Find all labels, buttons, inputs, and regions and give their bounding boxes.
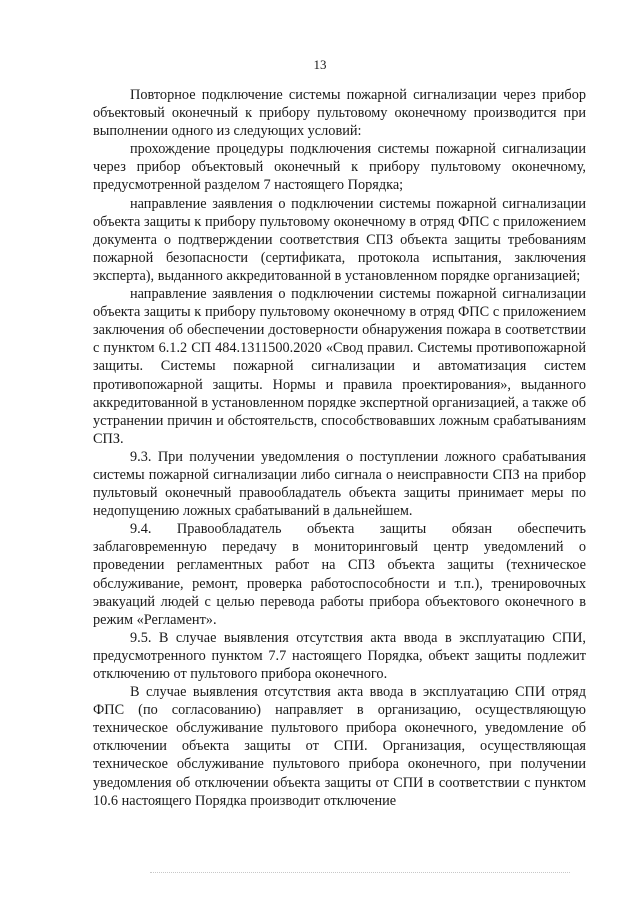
paragraph-reconnection-conditions: Повторное подключение системы пожарной сигнализации через прибор объектовый оконечный к прибору пультовому оконечному производится при выполнении одного из следующих условий:: [93, 87, 586, 140]
paragraph-9-3: 9.3. При получении уведомления о поступлении ложного срабатывания системы пожарной сигнализации либо сигнала о неисправности СПЗ на прибор пультовый оконечный правообладатель объекта защиты принимает меры по недопущению ложных срабатываний в дальнейшем.: [93, 448, 586, 520]
document-body: [93, 86, 586, 810]
paragraph-9-5: 9.5. В случае выявления отсутствия акта ввода в эксплуатацию СПИ, предусмотренного пунктом 7.7 настоящего Порядка, объект защиты подлежит отключению от пультового прибора оконечного.: [93, 629, 586, 682]
paragraph-condition-expert-conclusion: направление заявления о подключении системы пожарной сигнализации объекта защиты к прибору пультовому оконечному в отряд ФПС с приложением заключения об обеспечении достоверности обнаружения пожара в соответствии с пунктом 6.1.2 СП 484.1311500.2020 «Свод правил. Системы противопожарной защиты. Системы пожарной сигнализации и автоматизация систем противопожарной защиты. Нормы и правила проектирования», выданного аккредитованной в установленном порядке экспертной организацией, а также об устранении причин и обстоятельств, способствовавших ложным срабатываниям СПЗ.: [93, 286, 587, 447]
paragraph-condition-certificate: направление заявления о подключении системы пожарной сигнализации объекта защиты к прибору пультовому оконечному в отряд ФПС с приложением документа о подтверждении соответствия СПЗ объекта защиты требованиям пожарной безопасности (сертификата, протокола испытания, заключения эксперта), выданного аккредитованной в установленном порядке организацией;: [93, 195, 586, 284]
footer-divider: [150, 872, 570, 873]
page-number: 13: [313, 57, 327, 72]
paragraph-disconnection-notice: В случае выявления отсутствия акта ввода в эксплуатацию СПИ отряд ФПС (по согласованию) направляет в организацию, осуществляющую техническое обслуживание пультового прибора оконечного, уведомление об отключении объекта защиты от СПИ. Организация, осуществляющая техническое обслуживание пультового прибора оконечного, при получении уведомления об отключении объекта защиты от СПИ в соответствии с пунктом 10.6 настоящего Порядка производит отключение: [93, 684, 586, 809]
paragraph-9-4: 9.4. Правообладатель объекта защиты обязан обеспечить заблаговременную передачу в мониторинговый центр уведомлений о проведении регламентных работ на СПЗ объекта защиты (техническое обслуживание, ремонт, проверка работоспособности и т.п.), тренировочных эвакуаций людей с целью перевода работы прибора объектового оконечного в режим «Регламент».: [93, 521, 586, 628]
paragraph-condition-procedure: прохождение процедуры подключения системы пожарной сигнализации через прибор объектовый оконечный к прибору пультовому оконечному, предусмотренной разделом 7 настоящего Порядка;: [93, 141, 586, 194]
